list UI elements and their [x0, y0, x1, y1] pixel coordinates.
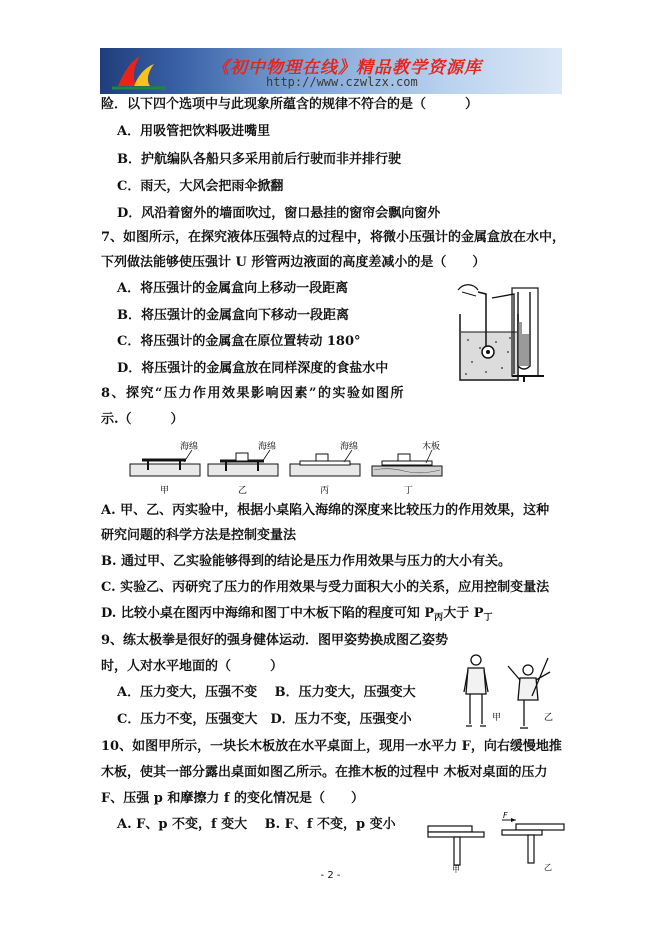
page-number: - 2 - [320, 870, 341, 881]
q10-stem-2: 木板，使其一部分露出桌面如图乙所示。在推木板的过程中 木板对桌面的压力 [101, 765, 548, 780]
q10-panel-jia [428, 826, 484, 874]
q9-options-ab: A．压力变大，压强不变 B．压力变大，压强变大 [117, 685, 416, 700]
q9-stem-1: 9、练太极拳是很好的强身健体运动．图甲姿势换成图乙姿势 [101, 633, 449, 648]
q10-options-ab: A. F、p 不变，f 变大 B. F、f 不变，p 变小 [117, 817, 396, 832]
q10-panel-yi [502, 811, 564, 872]
q8-label-2: 海绵 [258, 442, 277, 452]
q7-option-b: B．将压强计的金属盒向下移动一段距离 [117, 308, 349, 323]
q9-pose-jia [464, 655, 488, 726]
q8-panel-yi [208, 440, 278, 496]
q9-stem-2: 时，人对水平地面的（ ） [101, 659, 284, 674]
q8-label-1: 海绵 [180, 442, 199, 452]
q9-caption-jia: 甲 [492, 713, 502, 723]
q8-caption-bing: 丙 [320, 486, 330, 496]
q7-option-a: A．将压强计的金属盒向上移动一段距离 [117, 281, 349, 296]
q9-caption-yi: 乙 [544, 713, 554, 723]
q8-caption-ding: 丁 [404, 486, 414, 496]
q7-stem-2: 下列做法能够使压强计 U 形管两边液面的高度差减小的是（ ） [101, 255, 486, 270]
q8-stem-2: 示.（ ） [101, 412, 184, 427]
q10-stem-1: 10、如图甲所示，一块长木板放在水平桌面上，现用一水平力 F，向右缓慢地推 [101, 739, 562, 754]
banner-title: 《初中物理在线》精品教学资源库 [212, 58, 482, 78]
q10-caption-jia: 甲 [452, 865, 460, 874]
site-logo-icon [110, 52, 168, 90]
q10-stem-3: F、压强 p 和摩擦力 f 的变化情况是（ ） [101, 791, 365, 806]
q8-option-c: C. 实验乙、丙研究了压力的作用效果与受力面积大小的关系，应用控制变量法 [101, 580, 550, 595]
q8-stem-1: 8、探究“压力作用效果影响因素”的实验如图所 [101, 386, 406, 401]
q6-option-c: C．雨天，大风会把雨伞掀翻 [117, 179, 284, 194]
q10-board-figure [420, 810, 570, 874]
q6-option-a: A．用吸管把饮料吸进嘴里 [117, 124, 271, 139]
q8-panel-jia [130, 440, 200, 496]
q8-option-a-1: A. 甲、乙、丙实验中，根据小桌陷入海绵的深度来比较压力的作用效果，这种 [101, 503, 550, 518]
q8-caption-yi: 乙 [238, 486, 248, 496]
q9-options-cd: C．压力不变，压强变大 D．压力不变，压强变小 [117, 712, 412, 727]
q6-stem-tail: 险．以下四个选项中与此现象所蕴含的规律不符合的是（ ） [101, 97, 479, 112]
q8-option-b: B. 通过甲、乙实验能够得到的结论是压力作用效果与压力的大小有关。 [101, 554, 512, 569]
q7-pressure-gauge-figure [452, 278, 548, 386]
q8-option-d: D. 比较小桌在图丙中海绵和图丁中木板下陷的程度可知 $P_丙$大于 $P_丁$ [101, 606, 493, 623]
header-banner [100, 48, 562, 94]
q8-caption-jia: 甲 [160, 486, 170, 496]
q10-force-label: F [503, 811, 508, 820]
q6-option-d: D．风沿着窗外的墙面吹过，窗口悬挂的窗帘会飘向窗外 [117, 206, 441, 221]
q8-label-4: 木板 [422, 442, 441, 452]
q8-label-3: 海绵 [340, 442, 359, 452]
q7-option-d: D．将压强计的金属盒放在同样深度的食盐水中 [117, 361, 389, 376]
q9-taichi-figure [458, 652, 562, 732]
q8-panel-bing [290, 440, 360, 496]
q6-option-b: B．护航编队各船只多采用前后行驶而非并排行驶 [117, 152, 401, 167]
q8-option-a-2: 研究问题的科学方法是控制变量法 [101, 528, 297, 543]
q8-experiment-figure [128, 436, 444, 498]
q10-caption-yi: 乙 [544, 863, 552, 872]
banner-url: http://www.czwlzx.com [266, 75, 418, 89]
q7-option-c: C．将压强计的金属盒在原位置转动 180° [117, 334, 361, 349]
q7-stem-1: 7、如图所示，在探究液体压强特点的过程中，将微小压强计的金属盒放在水中， [101, 230, 566, 245]
q8-panel-ding [372, 440, 442, 496]
